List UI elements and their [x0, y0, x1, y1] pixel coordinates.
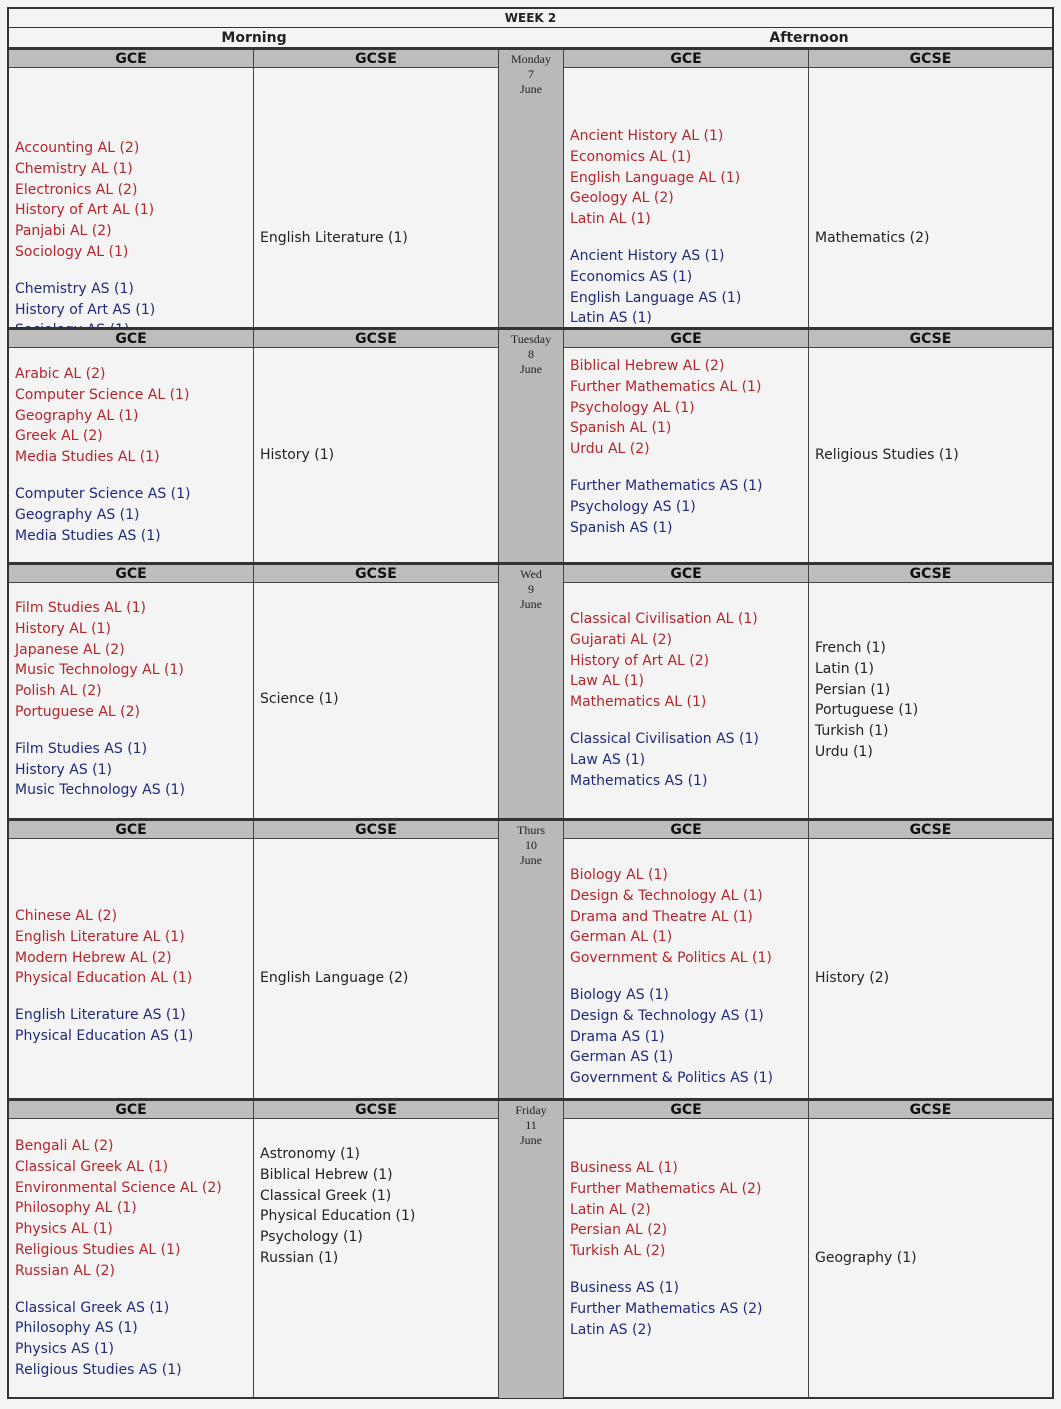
subject-entry: Latin (1) — [815, 660, 874, 677]
subject-entry: Government & Politics AS (1) — [570, 1070, 773, 1087]
subject-entry: Classical Greek (1) — [260, 1187, 392, 1204]
subject-entry: Turkish AL (2) — [570, 1243, 666, 1260]
pm-gcse-cell — [809, 583, 1052, 818]
pm-gcse-header: GCSE — [809, 821, 1052, 839]
am-gce-cell — [9, 839, 254, 1098]
subject-entry: Geography (1) — [815, 1250, 917, 1266]
subject-entry: Bengali AL (2) — [15, 1138, 114, 1154]
subject-list — [815, 638, 1048, 763]
subject-entry: Ancient History AS (1) — [570, 247, 725, 264]
date-line: June — [520, 82, 542, 96]
subject-list — [815, 968, 1048, 989]
subject-entry: Geology AL (2) — [570, 190, 674, 207]
subject-entry: History AS (1) — [15, 761, 113, 778]
subject-entry: Government & Politics AL (1) — [570, 950, 772, 967]
subject-list — [15, 1136, 249, 1381]
pm-gce-header: GCE — [564, 565, 809, 583]
subject-entry: Media Studies AL (1) — [15, 449, 160, 466]
date-cell — [499, 565, 564, 818]
subject-entry: Geography AS (1) — [15, 506, 140, 523]
subject-list — [815, 445, 1048, 466]
subject-list — [815, 1248, 1048, 1269]
subject-entry: Classical Greek AS (1) — [15, 1299, 170, 1316]
subject-entry: Chemistry AS (1) — [15, 280, 134, 297]
subject-entry: Latin AL (1) — [570, 211, 651, 228]
date-line: June — [520, 597, 542, 611]
group-spacer — [570, 460, 804, 476]
subject-entry: Biology AL (1) — [570, 867, 668, 883]
date-line: 11 — [525, 1118, 537, 1132]
subject-list — [570, 865, 804, 1089]
pm-gcse-cell — [809, 839, 1052, 1098]
pm-gce-cell — [564, 348, 809, 562]
am-gcse-cell — [254, 68, 499, 327]
subject-entry: History (1) — [260, 447, 335, 463]
subject-entry: Drama AS (1) — [570, 1028, 665, 1045]
subject-list — [570, 126, 804, 350]
subject-entry: Psychology (1) — [260, 1229, 363, 1246]
pm-gce-cell — [564, 839, 809, 1098]
date-line: Monday — [511, 52, 551, 66]
subject-entry: Further Mathematics AS (2) — [570, 1300, 763, 1317]
afternoon-heading: Afternoon — [769, 30, 849, 46]
pm-gce-cell — [564, 583, 809, 818]
date-cell — [499, 330, 564, 562]
subject-entry: German AS (1) — [570, 1049, 674, 1066]
pm-gcse-header: GCSE — [809, 330, 1052, 348]
day-block — [9, 1098, 1052, 1398]
day-block — [9, 562, 1052, 818]
subject-list — [260, 689, 494, 710]
date-label — [499, 50, 563, 97]
group-spacer — [570, 230, 804, 246]
subject-entry: Biblical Hebrew (1) — [260, 1166, 393, 1183]
subject-entry: Law AL (1) — [570, 673, 644, 690]
subject-list — [815, 228, 1048, 249]
subject-entry: Latin AS (1) — [570, 310, 652, 327]
day-block — [9, 327, 1052, 562]
pm-gce-cell — [564, 68, 809, 327]
subject-entry: Mathematics (2) — [815, 230, 930, 246]
am-gce-cell — [9, 1119, 254, 1398]
subject-entry: History of Art AL (2) — [570, 652, 710, 669]
date-cell — [499, 821, 564, 1098]
date-line: Wed — [520, 567, 542, 581]
am-gcse-cell — [254, 583, 499, 818]
date-line: 8 — [528, 347, 534, 361]
subject-entry: Russian AL (2) — [15, 1262, 116, 1279]
pm-gce-cell — [564, 1119, 809, 1398]
subject-entry: Religious Studies AL (1) — [15, 1241, 181, 1258]
subject-entry: Mathematics AL (1) — [570, 694, 707, 711]
subject-entry: Religious Studies AS (1) — [15, 1361, 182, 1378]
subject-entry: French (1) — [815, 640, 886, 656]
subject-entry: Law AS (1) — [570, 751, 646, 768]
subject-entry: History (2) — [815, 970, 890, 986]
subject-entry: Portuguese AL (2) — [15, 703, 141, 720]
subject-entry: Panjabi AL (2) — [15, 223, 112, 240]
subject-entry: Urdu (1) — [815, 743, 873, 760]
subject-entry: Greek AL (2) — [15, 428, 103, 445]
subject-entry: Mathematics AS (1) — [570, 772, 708, 789]
subject-list — [260, 968, 494, 989]
subject-entry: Music Technology AL (1) — [15, 662, 184, 679]
subject-entry: Chemistry AL (1) — [15, 160, 133, 177]
subject-entry: Turkish (1) — [815, 723, 889, 740]
date-line: Thurs — [517, 823, 545, 837]
am-gcse-header: GCSE — [254, 1101, 499, 1119]
subject-entry: Polish AL (2) — [15, 683, 102, 700]
exam-timetable — [7, 7, 1054, 1399]
am-gce-header: GCE — [9, 330, 254, 348]
group-spacer — [15, 989, 249, 1005]
subject-entry: Sociology AL (1) — [15, 243, 129, 260]
subject-list — [260, 445, 494, 466]
pm-gcse-cell — [809, 68, 1052, 327]
day-block — [9, 47, 1052, 327]
subject-entry: Gujarati AL (2) — [570, 631, 673, 648]
am-gcse-header: GCSE — [254, 821, 499, 839]
subject-entry: Business AL (1) — [570, 1160, 678, 1176]
am-gce-header: GCE — [9, 821, 254, 839]
subject-entry: Computer Science AL (1) — [15, 386, 190, 403]
subject-entry: Russian (1) — [260, 1249, 339, 1266]
am-gcse-cell — [254, 1119, 499, 1398]
subject-list — [15, 364, 249, 546]
subject-entry: Film Studies AS (1) — [15, 740, 148, 757]
subject-entry: Physical Education AL (1) — [15, 970, 193, 987]
subject-entry: Latin AS (2) — [570, 1321, 652, 1338]
subject-entry: Classical Greek AL (1) — [15, 1158, 169, 1175]
subject-entry: Arabic AL (2) — [15, 366, 106, 382]
subject-entry: Drama and Theatre AL (1) — [570, 908, 753, 925]
subject-entry: Electronics AL (2) — [15, 181, 138, 198]
subject-list — [15, 598, 249, 801]
subject-entry: English Language AL (1) — [570, 169, 741, 186]
week-title: WEEK 2 — [9, 9, 1052, 28]
group-spacer — [570, 713, 804, 729]
subject-entry: Accounting AL (2) — [15, 140, 140, 156]
subject-entry: Biblical Hebrew AL (2) — [570, 358, 725, 374]
subject-entry: Design & Technology AL (1) — [570, 887, 763, 904]
subject-entry: Physical Education (1) — [260, 1208, 416, 1225]
am-gcse-cell — [254, 348, 499, 562]
subject-list — [570, 1158, 804, 1340]
am-gce-cell — [9, 68, 254, 327]
am-gcse-header: GCSE — [254, 50, 499, 68]
subject-list — [15, 138, 249, 341]
subject-entry: Music Technology AS (1) — [15, 782, 185, 799]
subject-entry: Film Studies AL (1) — [15, 600, 146, 616]
subject-entry: Further Mathematics AS (1) — [570, 477, 763, 494]
date-line: June — [520, 1133, 542, 1147]
date-label — [499, 330, 563, 377]
subject-entry: Further Mathematics AL (2) — [570, 1180, 762, 1197]
subject-entry: Modern Hebrew AL (2) — [15, 949, 172, 966]
subject-entry: Business AS (1) — [570, 1279, 679, 1296]
subject-entry: Japanese AL (2) — [15, 641, 125, 658]
subject-entry: Persian AL (2) — [570, 1222, 668, 1239]
date-label — [499, 565, 563, 612]
pm-gce-header: GCE — [564, 1101, 809, 1119]
subject-entry: Psychology AS (1) — [570, 498, 696, 515]
subject-list — [15, 906, 249, 1047]
date-cell — [499, 1101, 564, 1398]
subject-entry: Spanish AL (1) — [570, 420, 672, 437]
pm-gcse-cell — [809, 1119, 1052, 1398]
pm-gce-header: GCE — [564, 330, 809, 348]
subject-entry: Computer Science AS (1) — [15, 485, 191, 502]
subject-entry: History of Art AL (1) — [15, 202, 155, 219]
subject-list — [570, 609, 804, 791]
subject-entry: Physics AL (1) — [15, 1221, 113, 1238]
subject-entry: Environmental Science AL (2) — [15, 1179, 222, 1196]
subject-entry: English Literature AS (1) — [15, 1007, 186, 1024]
subject-entry: Economics AL (1) — [570, 148, 692, 165]
pm-gcse-cell — [809, 348, 1052, 562]
pm-gce-header: GCE — [564, 821, 809, 839]
pm-gcse-header: GCSE — [809, 565, 1052, 583]
subject-entry: Classical Civilisation AL (1) — [570, 611, 758, 627]
subject-entry: Classical Civilisation AS (1) — [570, 730, 759, 747]
am-gcse-header: GCSE — [254, 330, 499, 348]
subject-entry: History of Art AS (1) — [15, 301, 156, 318]
subject-entry: Spanish AS (1) — [570, 519, 673, 536]
pm-gce-header: GCE — [564, 50, 809, 68]
subject-list — [570, 356, 804, 538]
subject-entry: Ancient History AL (1) — [570, 128, 724, 144]
subject-entry: Philosophy AL (1) — [15, 1200, 137, 1217]
group-spacer — [15, 468, 249, 484]
subject-entry: Physics AS (1) — [15, 1341, 114, 1358]
subject-entry: Science (1) — [260, 691, 339, 707]
subject-entry: Psychology AL (1) — [570, 399, 695, 416]
date-line: Tuesday — [510, 332, 552, 346]
group-spacer — [15, 1282, 249, 1298]
am-gcse-cell — [254, 839, 499, 1098]
subject-entry: English Language AS (1) — [570, 289, 742, 306]
subject-entry: German AL (1) — [570, 929, 673, 946]
subject-entry: English Literature AL (1) — [15, 928, 185, 945]
subject-entry: Portuguese (1) — [815, 702, 919, 719]
date-line: June — [520, 362, 542, 376]
am-gce-header: GCE — [9, 565, 254, 583]
group-spacer — [570, 969, 804, 985]
am-gce-cell — [9, 348, 254, 562]
date-line: Friday — [515, 1103, 547, 1117]
subject-entry: Chinese AL (2) — [15, 908, 118, 924]
subject-entry: Philosophy AS (1) — [15, 1320, 138, 1337]
group-spacer — [570, 1262, 804, 1278]
subject-entry: Physical Education AS (1) — [15, 1027, 194, 1044]
am-gce-header: GCE — [9, 1101, 254, 1119]
subject-entry: Design & Technology AS (1) — [570, 1007, 764, 1024]
date-cell — [499, 50, 564, 327]
subject-entry: History AL (1) — [15, 620, 111, 637]
subject-entry: Astronomy (1) — [260, 1146, 361, 1162]
subject-entry: Persian (1) — [815, 681, 891, 698]
date-label — [499, 821, 563, 868]
date-line: 9 — [528, 582, 534, 596]
group-spacer — [15, 723, 249, 739]
date-line: June — [520, 853, 542, 867]
pm-gcse-header: GCSE — [809, 1101, 1052, 1119]
subject-entry: Geography AL (1) — [15, 407, 139, 424]
subject-entry: Urdu AL (2) — [570, 441, 650, 458]
subject-entry: Media Studies AS (1) — [15, 527, 161, 544]
date-label — [499, 1101, 563, 1148]
day-block — [9, 818, 1052, 1098]
subject-list — [260, 1144, 494, 1269]
subject-list — [260, 228, 494, 249]
am-gce-header: GCE — [9, 50, 254, 68]
morning-heading: Morning — [221, 30, 287, 46]
date-line: 10 — [525, 838, 537, 852]
subject-entry: Religious Studies (1) — [815, 447, 959, 463]
subject-entry: English Language (2) — [260, 970, 409, 986]
subject-entry: Latin AL (2) — [570, 1201, 651, 1218]
group-spacer — [15, 263, 249, 279]
pm-gcse-header: GCSE — [809, 50, 1052, 68]
date-line: 7 — [528, 67, 534, 81]
am-gcse-header: GCSE — [254, 565, 499, 583]
subject-entry: Biology AS (1) — [570, 986, 669, 1003]
am-gce-cell — [9, 583, 254, 818]
subject-entry: English Literature (1) — [260, 230, 408, 246]
subject-entry: Further Mathematics AL (1) — [570, 378, 762, 395]
subject-entry: Economics AS (1) — [570, 268, 693, 285]
